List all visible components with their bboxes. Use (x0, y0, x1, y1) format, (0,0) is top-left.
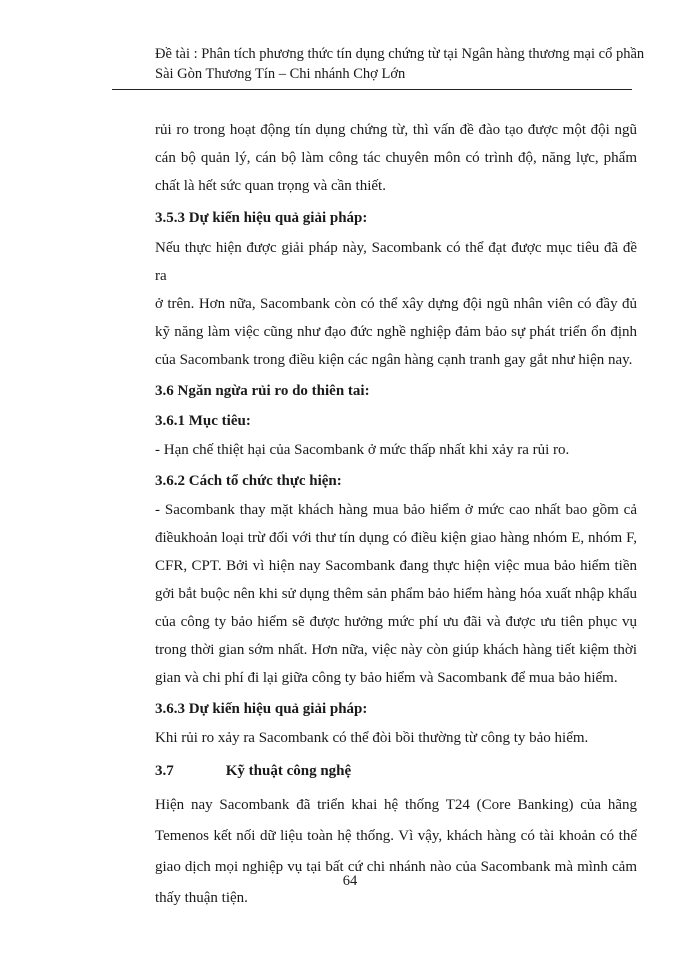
text-line: - Sacombank thay mặt khách hàng mua bảo hiểm ở mức cao nhất bao gồm cả (155, 502, 637, 518)
text-line: rủi ro trong hoạt động tín dụng chứng từ, thì vấn đề đào tạo được một đội ngũ (155, 122, 637, 138)
heading-3-7-title: Kỹ thuật công nghệ (225, 763, 352, 779)
text-line: của công ty bảo hiểm sẽ được hưởng mức phí ưu đãi và được ưu tiên phục vụ (155, 614, 637, 630)
text-line: Temenos kết nối dữ liệu toàn hệ thống. Vì vậy, khách hàng có tài khoản có thể (155, 828, 637, 844)
paragraph-insurance-result (155, 724, 637, 752)
paragraph-training (155, 116, 637, 200)
text-line: cán bộ quản lý, cán bộ làm công tác chuyên môn có trình độ, năng lực, phẩm (155, 150, 637, 166)
heading-3-6: 3.6 Ngăn ngừa rủi ro do thiên tai: (155, 383, 370, 399)
text-line: gian và chi phí đi lại giữa công ty bảo hiểm và Sacombank để mua bảo hiểm. (155, 670, 618, 686)
text-line: gởi bắt buộc nên khi sử dụng thêm sản phẩm bảo hiểm hàng hóa xuất nhập khẩu (155, 586, 637, 602)
text-line: giao dịch mọi nghiệp vụ tại bất cứ chi nhánh nào của Sacombank mà mình cảm (155, 859, 637, 875)
running-header (155, 44, 645, 84)
heading-3-6-1: 3.6.1 Mục tiêu: (155, 413, 251, 429)
page-body (155, 116, 637, 914)
text-line: thấy thuận tiện. (155, 890, 248, 906)
heading-3-5-3: 3.5.3 Dự kiến hiệu quả giải pháp: (155, 210, 368, 226)
text-line: điềukhoản loại trừ đối với thư tín dụng có điều kiện giao hàng nhóm E, nhóm F, (155, 530, 637, 546)
paragraph-objective (155, 436, 637, 464)
paragraph-expected-results (155, 234, 637, 374)
text-line: Nếu thực hiện được giải pháp này, Sacombank có thể đạt được mục tiêu đã đề ra (155, 240, 637, 284)
text-line: - Hạn chế thiệt hại của Sacombank ở mức thấp nhất khi xảy ra rủi ro. (155, 442, 570, 458)
paragraph-implementation (155, 496, 637, 692)
header-line-1: Đề tài : Phân tích phương thức tín dụng chứng từ tại Ngân hàng thương mại cổ phần (155, 46, 645, 62)
text-line: chất là hết sức quan trọng và cần thiết. (155, 178, 386, 194)
heading-3-6-3: 3.6.3 Dự kiến hiệu quả giải pháp: (155, 701, 368, 717)
header-line-2: Sài Gòn Thương Tín – Chi nhánh Chợ Lớn (155, 66, 406, 82)
text-line: Khi rủi ro xảy ra Sacombank có thể đòi bồi thường từ công ty bảo hiểm. (155, 730, 589, 746)
text-line: CFR, CPT. Bởi vì hiện nay Sacombank đang thực hiện việc mua bảo hiểm tiền (155, 558, 637, 574)
text-line: của Sacombank trong điều kiện các ngân hàng cạnh tranh gay gắt như hiện nay. (155, 352, 633, 368)
heading-3-7 (155, 756, 637, 786)
paragraph-technology (155, 790, 637, 914)
heading-3-6-2: 3.6.2 Cách tổ chức thực hiện: (155, 473, 342, 489)
text-line: ở trên. Hơn nữa, Sacombank còn có thể xây dựng đội ngũ nhân viên có đầy đủ (155, 296, 637, 312)
text-line: Hiện nay Sacombank đã triển khai hệ thống T24 (Core Banking) của hãng (155, 797, 637, 813)
heading-3-7-number: 3.7 (155, 763, 174, 779)
text-line: kỹ năng làm việc cũng như đạo đức nghề nghiệp đảm bảo sự phát triển ổn định (155, 324, 637, 340)
page-number: 64 (342, 873, 358, 889)
header-divider (112, 89, 632, 90)
text-line: trong thời gian sớm nhất. Hơn nữa, việc này còn giúp khách hàng tiết kiệm thời (155, 642, 637, 658)
